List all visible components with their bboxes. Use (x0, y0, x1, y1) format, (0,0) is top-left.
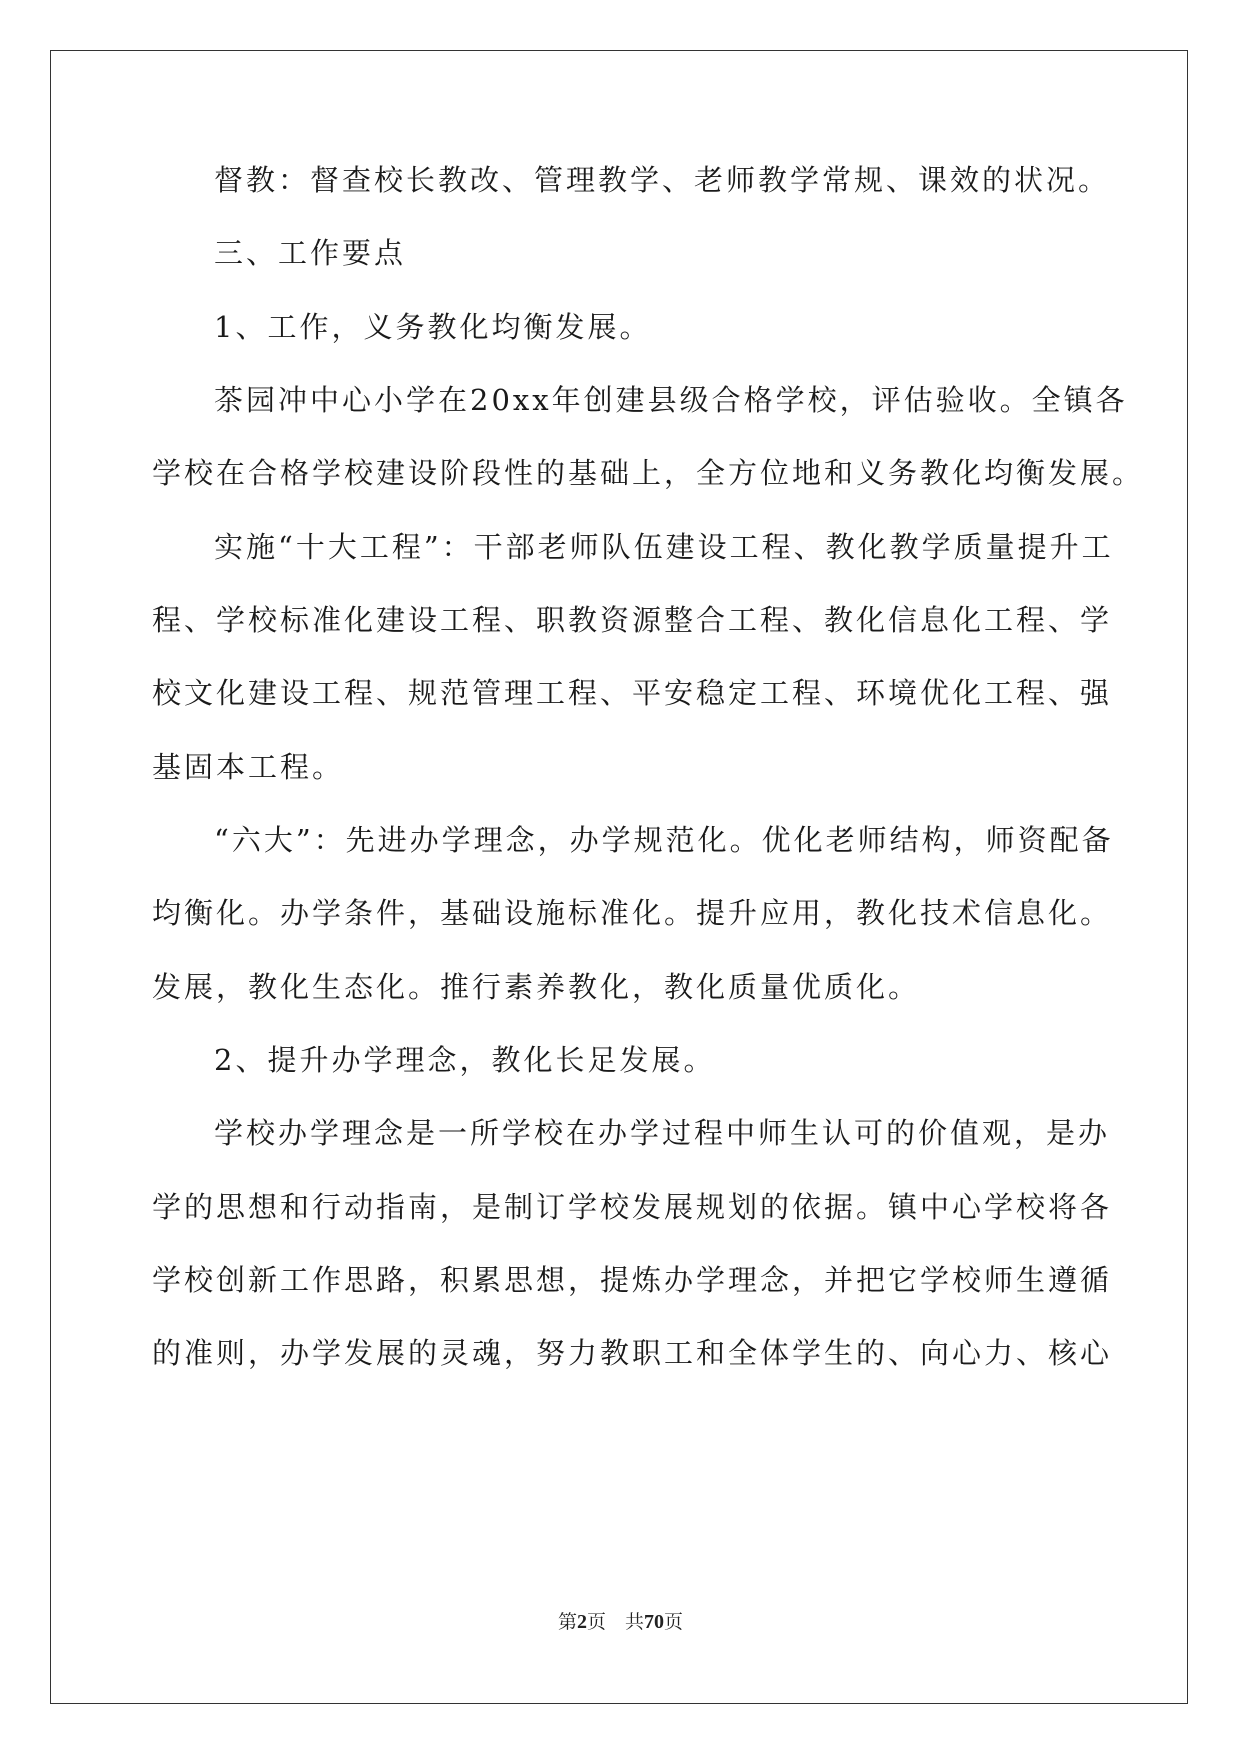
section-heading: 三、工作要点 (214, 236, 407, 270)
paragraph-line: 茶园冲中心小学在20xx年创建县级合格学校，评估验收。全镇各 (214, 383, 1128, 417)
paragraph-line: 的准则，办学发展的灵魂，努力教职工和全体学生的、向心力、核心 (152, 1336, 1113, 1370)
paragraph-line: “六大”：先进办学理念，办学规范化。优化老师结构，师资配备 (214, 823, 1114, 857)
page-number: 2 (576, 1611, 587, 1633)
paragraph-line: 学的思想和行动指南，是制订学校发展规划的依据。镇中心学校将各 (152, 1190, 1113, 1224)
total-pages: 70 (644, 1611, 664, 1633)
footer-suffix: 页 (664, 1611, 684, 1633)
subheading: 2、提升办学理念，教化长足发展。 (214, 1043, 716, 1077)
footer-mid: 页 共 (586, 1611, 644, 1633)
paragraph-line: 学校在合格学校建设阶段性的基础上，全方位地和义务教化均衡发展。 (152, 456, 1145, 490)
paragraph-line: 程、学校标准化建设工程、职教资源整合工程、教化信息化工程、学 (152, 603, 1113, 637)
paragraph-line: 学校创新工作思路，积累思想，提炼办学理念，并把它学校师生遵循 (152, 1263, 1113, 1297)
footer-prefix: 第 (557, 1611, 577, 1633)
paragraph-line: 基固本工程。 (152, 750, 345, 784)
paragraph-line: 实施“十大工程”：干部老师队伍建设工程、教化教学质量提升工 (214, 530, 1114, 564)
paragraph-line: 发展，教化生态化。推行素养教化，教化质量优质化。 (152, 970, 921, 1004)
paragraph-line: 督教：督查校长教改、管理教学、老师教学常规、课效的状况。 (214, 163, 1111, 197)
paragraph-line: 均衡化。办学条件，基础设施标准化。提升应用，教化技术信息化。 (152, 896, 1113, 930)
page-footer (0, 1610, 1241, 1634)
page-border (50, 50, 1188, 1704)
paragraph-line: 学校办学理念是一所学校在办学过程中师生认可的价值观，是办 (214, 1116, 1111, 1150)
subheading: 1、工作，义务教化均衡发展。 (214, 310, 652, 344)
paragraph-line: 校文化建设工程、规范管理工程、平安稳定工程、环境优化工程、强 (152, 676, 1113, 710)
